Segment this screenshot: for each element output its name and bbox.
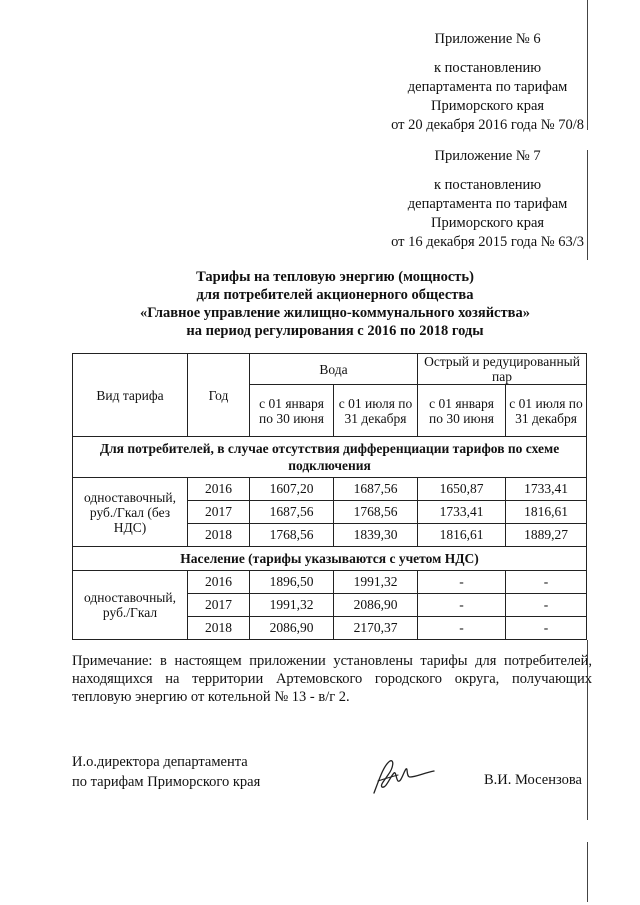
water-second-half-cell: 2170,37 — [334, 617, 418, 640]
scan-edge-line — [587, 640, 588, 820]
appendix-7-line: департамента по тарифам — [407, 196, 568, 212]
appendix-6-line: Приморского края — [431, 98, 545, 114]
header-steam: Острый и редуцированный пар — [418, 354, 587, 385]
appendix-6-line: от 20 декабря 2016 года № 70/8 — [391, 117, 584, 133]
table-row — [73, 571, 587, 594]
water-first-half-cell: 1991,32 — [250, 594, 334, 617]
handwritten-signature — [368, 755, 440, 799]
steam-first-half-cell: - — [418, 617, 506, 640]
appendix-7-line: от 16 декабря 2015 года № 63/3 — [391, 234, 584, 250]
appendix-7-block — [391, 147, 584, 252]
year-cell: 2016 — [188, 571, 250, 594]
header-water: Вода — [250, 354, 418, 385]
signatory-position — [72, 752, 260, 792]
title-line: на период регулирования с 2016 по 2018 годы — [186, 323, 484, 339]
steam-second-half-cell: 1816,61 — [506, 501, 587, 524]
steam-first-half-cell: 1733,41 — [418, 501, 506, 524]
header-steam-first-half: с 01 января по 30 июня — [418, 385, 506, 437]
year-cell: 2018 — [188, 524, 250, 547]
steam-first-half-cell: 1650,87 — [418, 478, 506, 501]
table-row — [73, 478, 587, 501]
header-steam-second-half: с 01 июля по 31 декабря — [506, 385, 587, 437]
steam-second-half-cell: - — [506, 571, 587, 594]
water-first-half-cell: 1687,56 — [250, 501, 334, 524]
scan-edge-line — [587, 0, 588, 130]
tariff-label: одноставочный, руб./Гкал — [73, 571, 188, 640]
steam-second-half-cell: - — [506, 594, 587, 617]
appendix-6-line: департамента по тарифам — [407, 79, 568, 95]
signatory-name: В.И. Мосензова — [484, 772, 582, 788]
appendix-6-block — [391, 30, 584, 135]
appendix-7-line: Приморского края — [431, 215, 545, 231]
header-water-second-half: с 01 июля по 31 декабря — [334, 385, 418, 437]
steam-second-half-cell: - — [506, 617, 587, 640]
water-second-half-cell: 1839,30 — [334, 524, 418, 547]
steam-second-half-cell: 1889,27 — [506, 524, 587, 547]
document-title — [70, 268, 600, 340]
year-cell: 2017 — [188, 501, 250, 524]
tariffs-table — [72, 353, 587, 640]
water-second-half-cell: 1991,32 — [334, 571, 418, 594]
title-line: для потребителей акционерного общества — [196, 287, 474, 303]
water-first-half-cell: 2086,90 — [250, 617, 334, 640]
steam-first-half-cell: - — [418, 571, 506, 594]
year-cell: 2017 — [188, 594, 250, 617]
signatory-position-line: по тарифам Приморского края — [72, 774, 261, 790]
water-second-half-cell: 1768,56 — [334, 501, 418, 524]
scan-edge-line — [587, 150, 588, 260]
tariff-label: одноставочный, руб./Гкал (без НДС) — [73, 478, 188, 547]
appendix-7-heading: Приложение № 7 — [434, 148, 541, 164]
water-first-half-cell: 1607,20 — [250, 478, 334, 501]
title-line: Тарифы на тепловую энергию (мощность) — [196, 269, 474, 285]
steam-second-half-cell: 1733,41 — [506, 478, 587, 501]
note-paragraph: Примечание: в настоящем приложении установлены тарифы для потребителей, находящихся на территории Артемовского городского округа, получающих тепловую энергию от котельной № 13 - в/г 2. — [72, 653, 592, 705]
section-title: Население (тарифы указываются с учетом НДС) — [73, 547, 587, 571]
year-cell: 2016 — [188, 478, 250, 501]
year-cell: 2018 — [188, 617, 250, 640]
header-tariff-type: Вид тарифа — [73, 354, 188, 437]
water-first-half-cell: 1768,56 — [250, 524, 334, 547]
water-second-half-cell: 2086,90 — [334, 594, 418, 617]
appendix-6-heading: Приложение № 6 — [434, 31, 541, 47]
signatory-position-line: И.о.директора департамента — [72, 754, 248, 770]
section-title: Для потребителей, в случае отсутствия дифференциации тарифов по схеме подключения — [73, 437, 587, 478]
steam-first-half-cell: 1816,61 — [418, 524, 506, 547]
scan-edge-line — [587, 842, 588, 902]
water-second-half-cell: 1687,56 — [334, 478, 418, 501]
water-first-half-cell: 1896,50 — [250, 571, 334, 594]
steam-first-half-cell: - — [418, 594, 506, 617]
title-line: «Главное управление жилищно-коммунального хозяйства» — [140, 305, 530, 321]
appendix-7-line: к постановлению — [434, 177, 542, 193]
appendix-6-line: к постановлению — [434, 60, 542, 76]
header-year: Год — [188, 354, 250, 437]
header-water-first-half: с 01 января по 30 июня — [250, 385, 334, 437]
